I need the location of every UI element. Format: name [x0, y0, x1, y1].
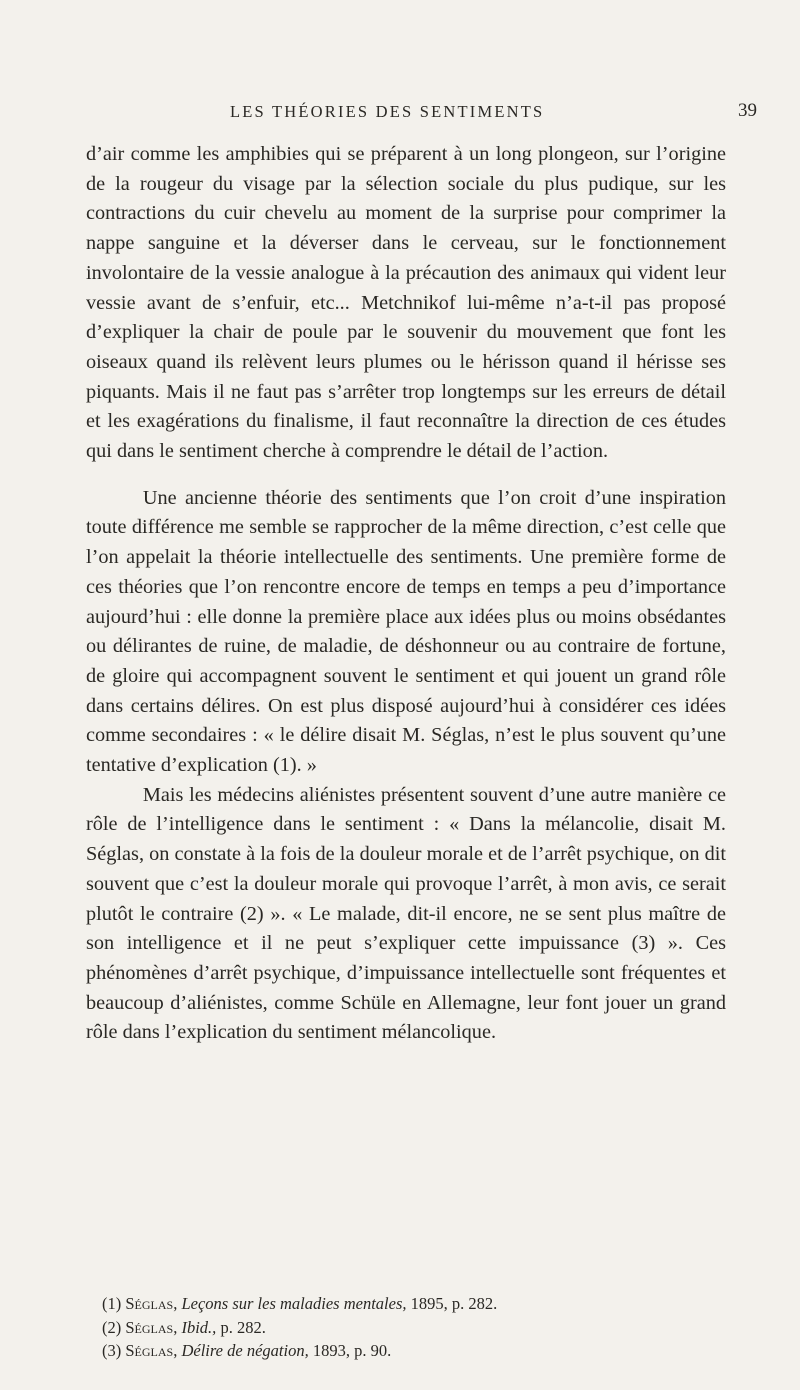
footnote-1 — [102, 1292, 722, 1316]
page-number: 39 — [738, 100, 757, 121]
footnote-title: Leçons sur les maladies mentales, — [181, 1294, 407, 1313]
footnote-reference: p. 282. — [220, 1317, 266, 1337]
footnote-3 — [102, 1339, 722, 1363]
footnote-number: (1) — [102, 1294, 122, 1313]
paragraph-3: Mais les médecins aliénistes présentent souvent d’une autre manière ce rôle de l’intelligence dans le sentiment : « Dans la mélancolie, disait M. Séglas, on constate à la fois de la douleur morale et de l’arrêt psychique, on dit souvent que c’est la douleur morale qui provoque l’arrêt, à mon avis, ce serait plutôt le contraire (2) ». « Le malade, dit-il encore, ne se sent plus maître de son intelligence et il ne peut s’expliquer cette impuissance (3) ». Ces phénomènes d’arrêt psychique, d’impuissance intellectuelle sont fréquentes et beaucoup d’aliénistes, comme Schüle en Allemagne, leur font jouer un grand rôle dans l’explication du sentiment mélancolique. — [86, 783, 726, 1044]
running-title: LES THÉORIES DES SENTIMENTS — [230, 102, 545, 121]
body-text — [86, 140, 726, 1048]
footnote-reference: 1893, p. 90. — [312, 1341, 392, 1360]
footnote-author: Séglas, — [125, 1341, 178, 1360]
footnote-reference: 1895, p. 282. — [410, 1294, 498, 1313]
paragraph-2: Une ancienne théorie des sentiments que l’on croit d’une inspiration toute différence me semble se rapprocher de la même direction, c’est celle que l’on appelait la théorie intellectuelle des sentiments. Une première forme de ces théories que l’on rencontre encore de temps en temps a peu d’importance aujourd’hui : elle donne la première place aux idées plus ou moins obsédantes ou délirantes de ruine, de maladie, de déshonneur ou au contraire de fortune, de gloire qui accompagnent souvent le sentiment et qui jouent un grand rôle dans certains délires. On est plus disposé aujourd’hui à considérer ces idées comme secondaires : « le délire disait M. Séglas, n’est le plus souvent qu’une tentative d’explication (1). » — [86, 486, 726, 777]
footnote-author: Séglas, — [125, 1317, 178, 1337]
footnote-number: (3) — [102, 1341, 122, 1360]
paragraph-1: d’air comme les amphibies qui se préparent à un long plongeon, sur l’origine de la rougeur du visage par la sélection sociale du plus pudique, sur les contractions du cuir chevelu au moment de la surprise pour comprimer la nappe sanguine et la déverser dans le cerveau, sur le fonctionnement involontaire de la vessie analogue à la précaution des animaux qui vident leur vessie avant de s’enfuir, etc... Metchnikof lui-même n’a-t-il pas proposé d’expliquer la chair de poule par le souvenir du mouvement que font les oiseaux quand ils relèvent leurs plumes ou le hérisson quand il hérisse ses piquants. Mais il ne faut pas s’arrêter trop longtemps sur les erreurs de détail et les exagérations du finalisme, il faut reconnaître la direction de ces études qui dans le sentiment cherche à comprendre le détail de l’action. — [86, 143, 726, 463]
page-header — [0, 102, 800, 132]
footnote-title: Délire de négation, — [181, 1341, 309, 1360]
footnote-title: Ibid., — [181, 1317, 217, 1337]
footnotes — [102, 1292, 722, 1363]
footnote-number: (2) — [102, 1317, 122, 1337]
footnote-author: Séglas, — [125, 1294, 178, 1313]
footnote-2 — [102, 1316, 722, 1340]
